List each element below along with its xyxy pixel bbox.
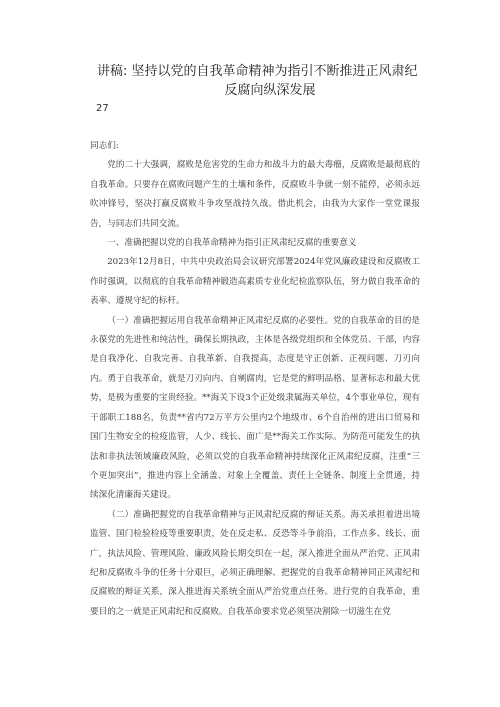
paragraph-subsection-2: （二）准确把握党的自我革命精神与正风肃纪反腐的辩证关系。海关承担着进出境监管、国门检验检疫等重要职责，处在反走私、反恐等斗争前沿，工作点多、线长、面广，执法风险、管理风险、廉政风险长期交织在一起，深入推进全面从严治党、正风肃纪和反腐败斗争的任务十分艰巨，必须正确理解、把握党的自我革命精神同正风肃纪和反腐败的辩证关系，深入推进海关系统全面从严治党重点任务。进行党的自我革命，重要目的之一就是正风肃纪和反腐败。自我革命要求党必须坚决割除一切滋生在党 (90, 509, 420, 617)
paragraph-meeting: 2023年12月8日，中共中央政治局会议研究部署2024年党风廉政建设和反腐败工作时强调，以彻底的自我革命精神锻造高素质专业化纪检监察队伍，努力做自我革命的表率、遵规守纪的标杆。 (90, 257, 420, 307)
title-line-1: 讲稿: 坚持以党的自我革命精神为指引不断推进正风肃纪 (97, 64, 418, 79)
paragraph-subsection-1: （一）准确把握运用自我革命精神正风肃纪反腐的必要性。党的自我革命的目的是永葆党的先进性和纯洁性，确保长期执政，主体是各级党组织和全体党员、干部，内容是自我净化、自我完善、自我革新、自我提高，态度是守正创新、正视问题、刀刃向内。勇于自我革命，就是刀刃向内、自剜腐肉，它是党的鲜明品格、显著标志和最大优势，是极为重要的宝贵经验。**海关下设3个正处级隶属海关单位，4个事业单位，现有干部职工188名，负责**省内72万平方公里内2个地级市、6个自治州的进出口贸易和国门生物安全的检疫监管，人少、线长、面广是**海关工作实际。为防范可能发生的执法和非执法领域廉政风险，必须以党的自我革命精神持续深化正风肃纪反腐，注重“三个更加突出”，推进内容上全涵盖、对象上全覆盖、责任上全链条、制度上全贯通，持续深化清廉海关建设。 (90, 315, 420, 501)
document-body (90, 137, 420, 622)
title-line-2: 反腐向纵深发展 (224, 83, 316, 98)
section-heading-1: 一、准确把握以党的自我革命精神为指引正风肃纪反腐的重要意义 (107, 238, 357, 249)
paragraph-intro: 党的二十大强调，腐败是危害党的生命力和战斗力的最大毒瘤，反腐败是最彻底的自我革命。只要存在腐败问题产生的土壤和条件，反腐败斗争就一刻不能停，必须永远吹冲锋号，坚决打赢反腐败斗争攻坚战持久战。借此机会，由我为大家作一堂党课报告，与同志们共同交流。 (90, 160, 420, 229)
document-title (95, 62, 445, 100)
page-number: 27 (96, 103, 109, 114)
salutation: 同志们: (90, 141, 119, 151)
